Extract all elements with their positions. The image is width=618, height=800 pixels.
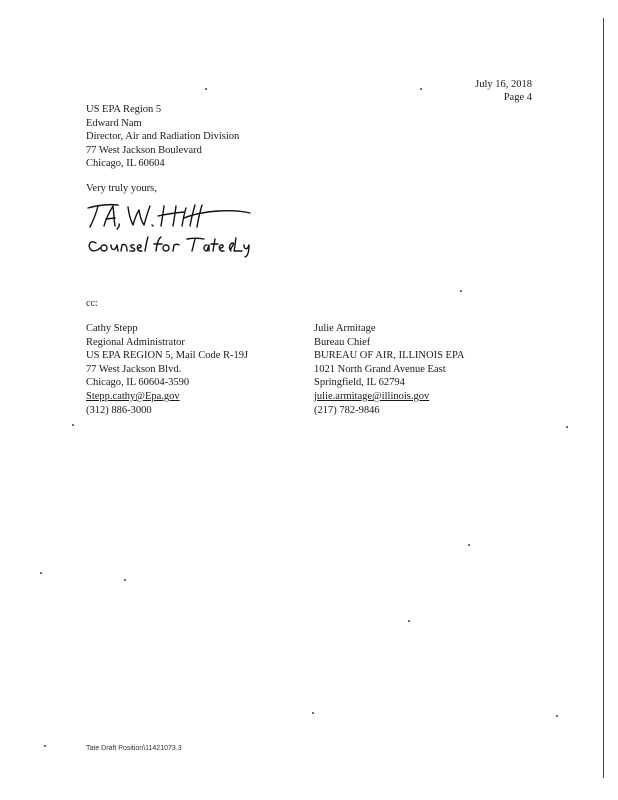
scan-speck bbox=[468, 544, 470, 546]
recipient-line: Director, Air and Radiation Division bbox=[86, 131, 240, 143]
cc-organization: BUREAU OF AIR, ILLINOIS EPA bbox=[314, 350, 465, 362]
page-header bbox=[475, 78, 532, 104]
cc-phone: (312) 886-3000 bbox=[86, 404, 152, 416]
closing-salutation: Very truly yours, bbox=[86, 183, 157, 194]
cc-street: 1021 North Grand Avenue East bbox=[314, 363, 446, 375]
recipient-line: Edward Nam bbox=[86, 117, 142, 129]
cc-city: Chicago, IL 60604-3590 bbox=[86, 377, 190, 389]
recipient-line: US EPA Region 5 bbox=[86, 104, 162, 115]
signature-drawing bbox=[84, 196, 254, 258]
scan-speck bbox=[420, 88, 422, 90]
document-footer-id: Tate Draft Position\11421073.3 bbox=[86, 745, 182, 752]
cc-title: Bureau Chief bbox=[314, 336, 371, 348]
cc-email-link[interactable]: Stepp.cathy@Epa.gov bbox=[86, 390, 180, 402]
cc-name: Cathy Stepp bbox=[86, 323, 138, 334]
cc-name: Julie Armitage bbox=[314, 323, 376, 334]
scan-speck bbox=[460, 290, 462, 292]
cc-title: Regional Administrator bbox=[86, 336, 185, 348]
cc-street: 77 West Jackson Blvd. bbox=[86, 363, 182, 375]
scan-speck bbox=[205, 88, 207, 90]
scan-speck bbox=[566, 426, 568, 428]
cc-city: Springfield, IL 62794 bbox=[314, 377, 405, 389]
cc-recipient-right bbox=[314, 322, 464, 417]
page-number: Page 4 bbox=[503, 92, 532, 103]
scan-edge-line bbox=[603, 18, 604, 778]
scan-speck bbox=[44, 745, 46, 747]
cc-label: cc: bbox=[86, 298, 98, 309]
scan-speck bbox=[72, 424, 74, 426]
scan-speck bbox=[408, 620, 410, 622]
cc-phone: (217) 782-9846 bbox=[314, 404, 380, 416]
letter-date: July 16, 2018 bbox=[475, 79, 532, 90]
recipient-address bbox=[86, 103, 239, 171]
scan-speck bbox=[312, 712, 314, 714]
recipient-line: 77 West Jackson Boulevard bbox=[86, 144, 202, 156]
scan-speck bbox=[40, 572, 42, 574]
handwritten-signature bbox=[84, 196, 254, 258]
scan-speck bbox=[124, 579, 126, 581]
recipient-line: Chicago, IL 60604 bbox=[86, 158, 165, 170]
cc-recipient-left bbox=[86, 322, 248, 417]
cc-email-link[interactable]: julie.armitage@illinois.gov bbox=[314, 390, 430, 402]
scan-speck bbox=[556, 715, 558, 717]
cc-organization: US EPA REGION 5, Mail Code R-19J bbox=[86, 350, 249, 362]
